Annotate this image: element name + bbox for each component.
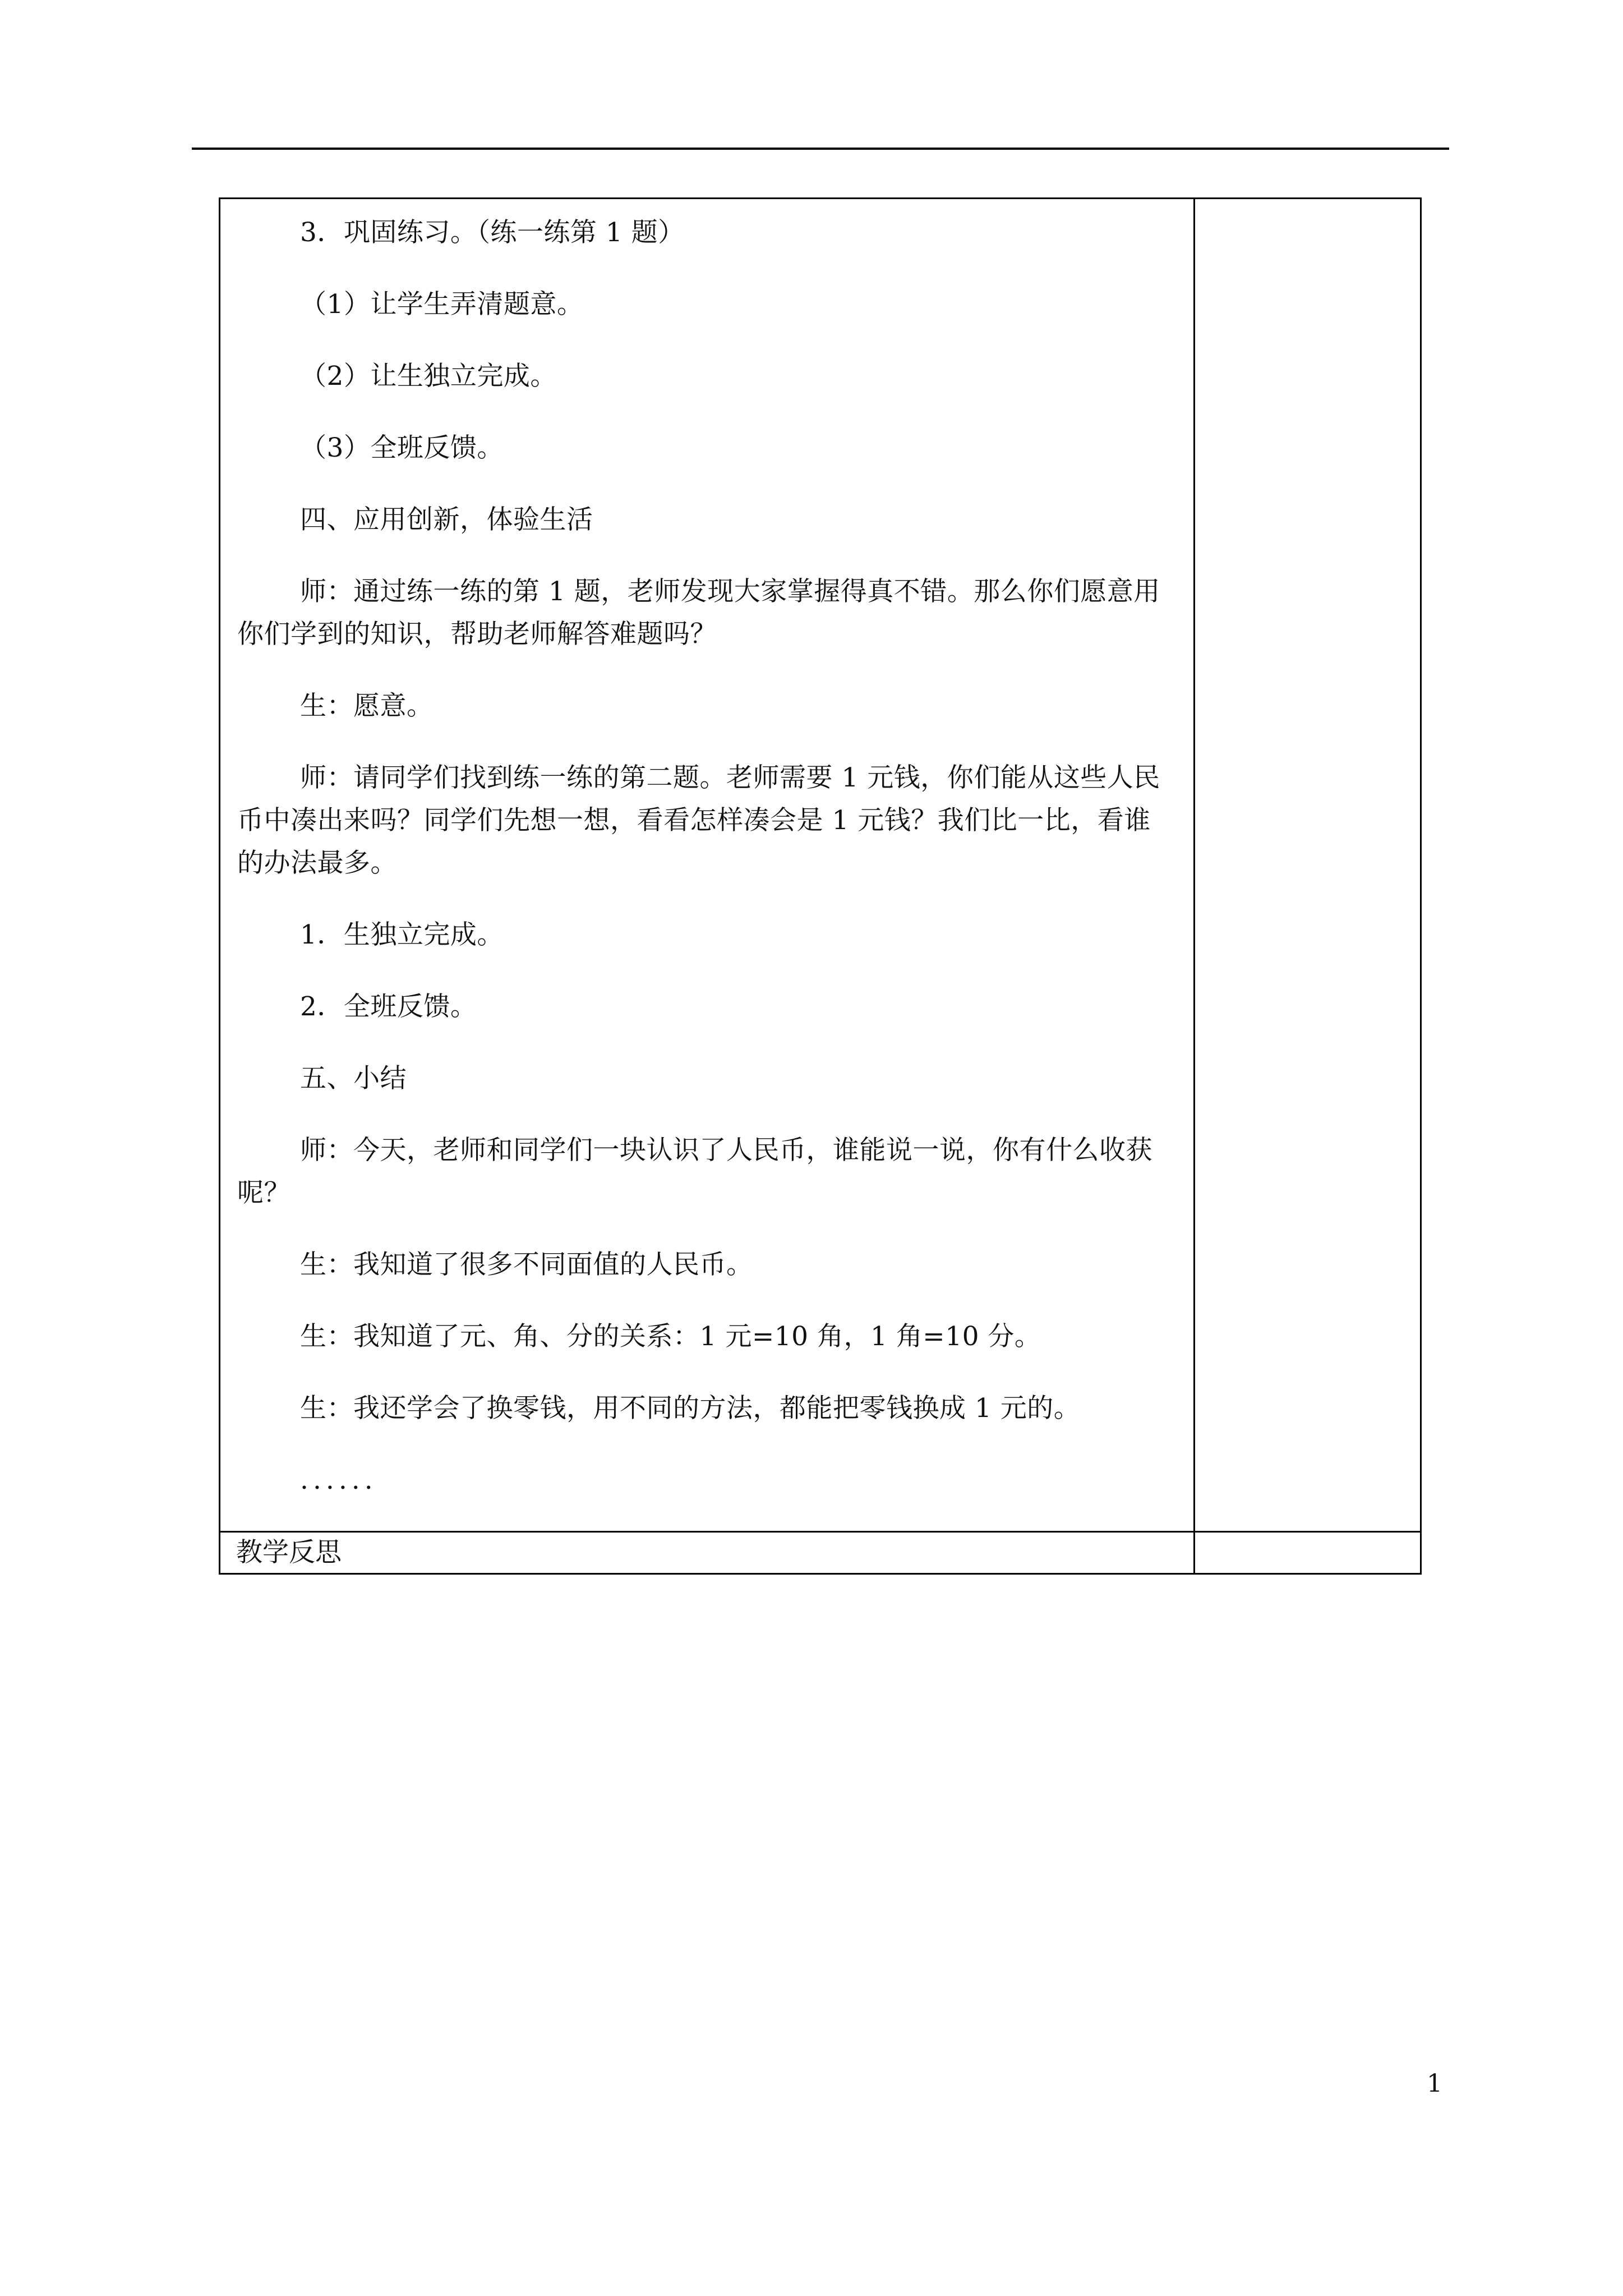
lesson-content <box>220 199 1193 1502</box>
paragraph-item-1: 1．生独立完成。 <box>300 919 504 950</box>
paragraph-student-answer-1: 生：愿意。 <box>300 691 434 721</box>
reflection-notes-cell <box>1195 1532 1421 1574</box>
section-heading-summary: 五、小结 <box>300 1063 407 1094</box>
page-number: 1 <box>1427 2069 1442 2098</box>
side-notes-cell <box>1195 199 1421 1532</box>
paragraph-teacher-summary: 师：今天，老师和同学们一块认识了人民币，谁能说一说，你有什么收获呢？ <box>237 1135 1152 1208</box>
paragraph-student-answer-4: 生：我还学会了换零钱，用不同的方法，都能把零钱换成 1 元的。 <box>300 1393 1081 1424</box>
paragraph-teacher-question-2: 师：请同学们找到练一练的第二题。老师需要 1 元钱，你们能从这些人民币中凑出来吗？同学们先想一想，看看怎样凑会是 1 元钱？我们比一比，看谁的办法最多。 <box>237 762 1160 878</box>
paragraph-ellipsis: ...... <box>300 1465 377 1496</box>
content-row <box>220 199 1421 1532</box>
paragraph-step-1: （1）让学生弄清题意。 <box>300 289 584 320</box>
paragraph-student-answer-3: 生：我知道了元、角、分的关系：1 元=10 角，1 角=10 分。 <box>300 1321 1041 1352</box>
reflection-label: 教学反思 <box>236 1537 342 1568</box>
header-rule <box>192 148 1449 150</box>
lesson-content-cell <box>220 199 1195 1532</box>
reflection-label-cell <box>220 1532 1195 1574</box>
section-heading-application: 四、应用创新，体验生活 <box>300 504 593 535</box>
paragraph-step-2: （2）让生独立完成。 <box>300 361 557 392</box>
paragraph-teacher-question-1: 师：通过练一练的第 1 题，老师发现大家掌握得真不错。那么你们愿意用你们学到的知识，帮助老师解答难题吗？ <box>237 576 1160 650</box>
paragraph-item-2: 2．全班反馈。 <box>300 991 477 1022</box>
lesson-plan-table <box>219 197 1422 1575</box>
paragraph-consolidation-practice: 3．巩固练习。（练一练第 1 题） <box>300 217 685 248</box>
paragraph-student-answer-2: 生：我知道了很多不同面值的人民币。 <box>300 1249 753 1280</box>
reflection-row <box>220 1532 1421 1574</box>
paragraph-step-3: （3）全班反馈。 <box>300 432 504 463</box>
